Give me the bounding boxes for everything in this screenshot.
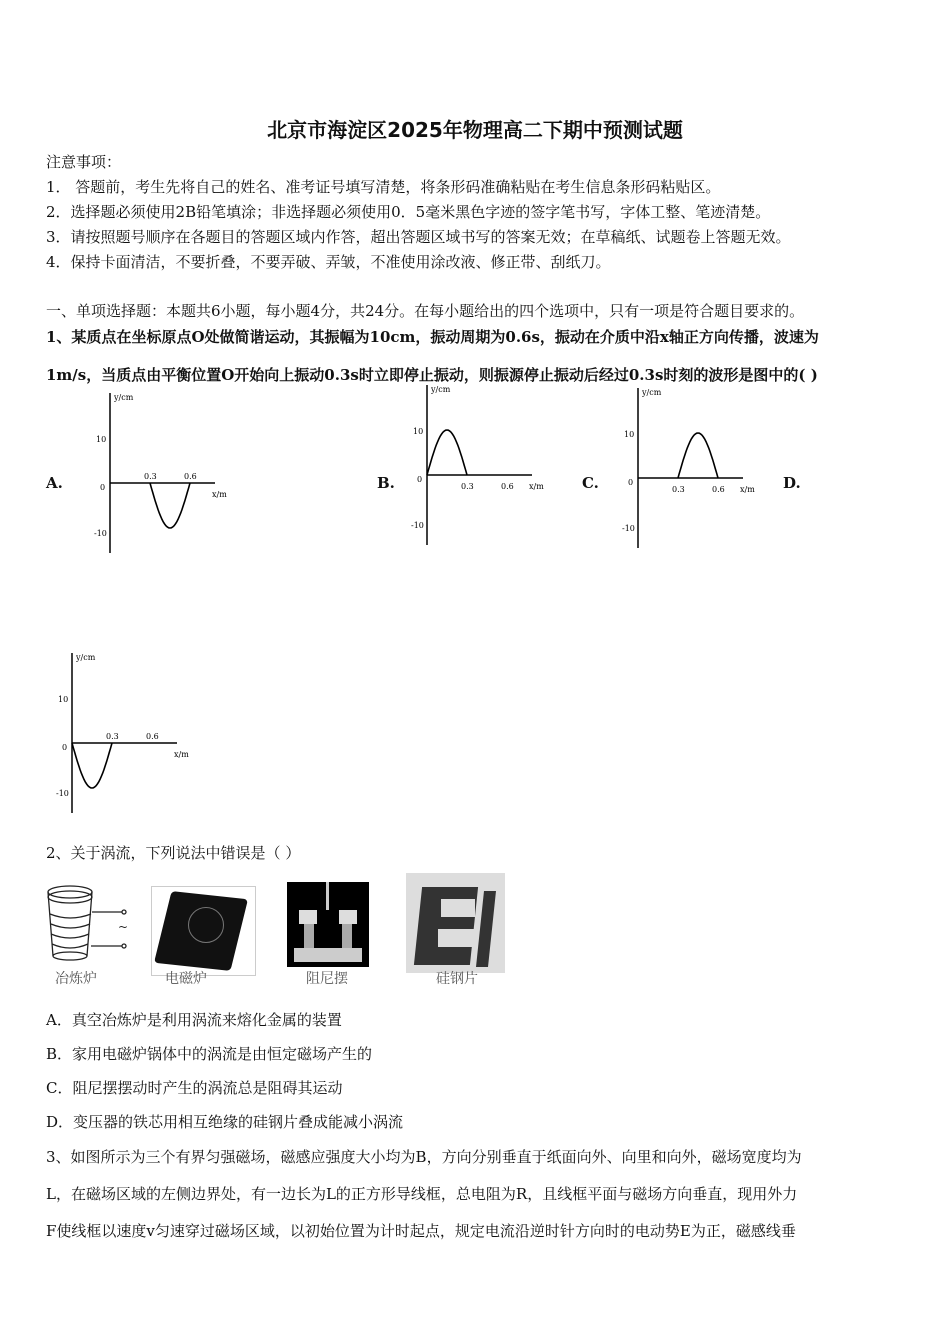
y-axis-label: y/cm <box>431 385 451 394</box>
image-caption: 阻尼摆 <box>306 971 348 987</box>
silicon-steel-sheet-image <box>406 873 505 973</box>
waveform-curve <box>427 430 467 475</box>
notice-item: 4．保持卡面清洁，不要折叠，不要弄破、弄皱，不准使用涂改液、修正带、刮纸刀。 <box>46 253 611 271</box>
waveform-curve <box>678 433 718 478</box>
waveform-curve <box>150 483 190 528</box>
notice-item: 2．选择题必须使用2B铅笔填涂；非选择题必须使用0．5毫米黑色字迹的签字笔书写，字体工整、笔迹清楚。 <box>46 203 771 221</box>
x-tick-label: 0.3 <box>461 482 474 491</box>
y-tick-label: 10 <box>624 430 635 439</box>
y-tick-label: -10 <box>622 524 635 533</box>
y-tick-label: 10 <box>413 427 424 436</box>
y-tick-label: 0 <box>62 743 68 752</box>
option-a-label: A. <box>46 474 63 492</box>
y-axis-label: y/cm <box>642 388 662 397</box>
graph-option-b <box>402 380 552 550</box>
graph-option-d <box>47 648 197 818</box>
y-axis-label: y/cm <box>76 653 96 662</box>
y-tick-label: 0 <box>417 475 423 484</box>
x-tick-label: 0.3 <box>672 485 685 494</box>
section-heading: 一、单项选择题：本题共6小题，每小题4分，共24分。在每小题给出的四个选项中，只有一项是符合题目要求的。 <box>46 302 805 320</box>
y-tick-label: 10 <box>58 695 69 704</box>
x-tick-label: 0.6 <box>184 472 197 481</box>
notice-heading: 注意事项： <box>46 153 122 171</box>
y-axis-label: y/cm <box>114 393 134 402</box>
option-d-label: D. <box>783 474 801 492</box>
damping-pendulum-image <box>287 882 369 967</box>
induction-cooker-image <box>151 886 256 976</box>
option-b-label: B. <box>377 474 395 492</box>
x-tick-label: 0.6 <box>501 482 514 491</box>
x-axis-label: x/m <box>529 482 544 491</box>
ac-tilde: ~ <box>118 920 129 934</box>
q2-option-a: A．真空冶炼炉是利用涡流来熔化金属的装置 <box>46 1011 342 1029</box>
q2-stem: 2、关于涡流，下列说法中错误是（ ） <box>46 844 301 862</box>
y-tick-label: -10 <box>411 521 424 530</box>
x-axis-label: x/m <box>174 750 189 759</box>
x-tick-label: 0.3 <box>106 732 119 741</box>
y-tick-label: 0 <box>628 478 634 487</box>
option-c-label: C. <box>582 474 599 492</box>
notice-item: 3．请按照题号顺序在各题目的答题区域内作答，超出答题区域书写的答案无效；在草稿纸、试题卷上答题无效。 <box>46 228 791 246</box>
graph-option-a <box>85 388 235 558</box>
q3-stem: L，在磁场区域的左侧边界处，有一边长为L的正方形导线框，总电阻为R，且线框平面与磁场方向垂直，现用外力 <box>46 1185 798 1203</box>
notice-item: 1． 答题前，考生先将自己的姓名、准考证号填写清楚，将条形码准确粘贴在考生信息条形码粘贴区。 <box>46 178 721 196</box>
y-tick-label: 0 <box>100 483 106 492</box>
q2-option-b: B．家用电磁炉锅体中的涡流是由恒定磁场产生的 <box>46 1045 373 1063</box>
smelting-furnace-image <box>44 884 134 964</box>
graph-option-c <box>613 383 763 553</box>
x-tick-label: 0.6 <box>712 485 725 494</box>
y-tick-label: -10 <box>56 789 69 798</box>
q3-stem: F使线框以速度v匀速穿过磁场区域，以初始位置为计时起点，规定电流沿逆时针方向时的电动势E为正，磁感线垂 <box>46 1222 796 1240</box>
q1-stem: 1、某质点在坐标原点O处做简谐运动，其振幅为10cm，振动周期为0.6s，振动在介质中沿x轴正方向传播，波速为 <box>46 328 819 346</box>
y-tick-label: -10 <box>94 529 107 538</box>
image-caption: 电磁炉 <box>165 971 207 987</box>
q3-stem: 3、如图所示为三个有界匀强磁场，磁感应强度大小均为B，方向分别垂直于纸面向外、向里和向外，磁场宽度均为 <box>46 1148 802 1166</box>
q2-option-c: C．阻尼摆摆动时产生的涡流总是阻碍其运动 <box>46 1079 343 1097</box>
waveform-curve <box>72 743 112 788</box>
x-axis-label: x/m <box>212 490 227 499</box>
image-caption: 冶炼炉 <box>55 971 97 987</box>
x-tick-label: 0.6 <box>146 732 159 741</box>
image-caption: 硅钢片 <box>436 971 478 987</box>
q1-stem: 1m/s，当质点由平衡位置O开始向上振动0.3s时立即停止振动，则振源停止振动后经过0.3s时刻的波形是图中的( ) <box>46 366 818 384</box>
q2-option-d: D．变压器的铁芯用相互绝缘的硅钢片叠成能减小涡流 <box>46 1113 404 1131</box>
page-title: 北京市海淀区2025年物理高二下期中预测试题 <box>267 118 683 142</box>
y-tick-label: 10 <box>96 435 107 444</box>
x-axis-label: x/m <box>740 485 755 494</box>
x-tick-label: 0.3 <box>144 472 157 481</box>
